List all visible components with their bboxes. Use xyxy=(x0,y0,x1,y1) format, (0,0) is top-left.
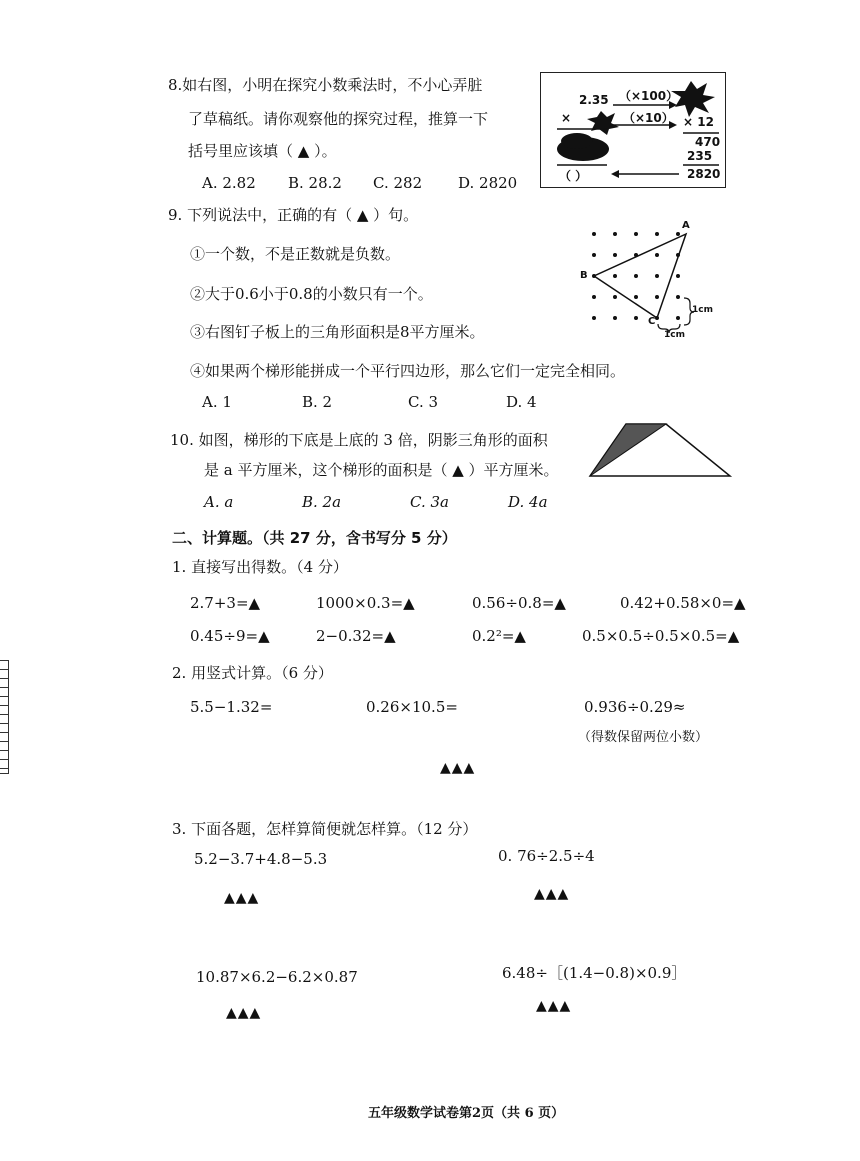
vertex-c: C xyxy=(648,316,656,327)
p2-item3: 0.936÷0.29≈ xyxy=(584,698,686,716)
pegboard-triangle xyxy=(594,234,686,318)
p3-answer-4: ▲▲▲ xyxy=(536,998,572,1014)
q8-option-d: D. 2820 xyxy=(458,174,518,192)
q8-result-235: 235 xyxy=(687,149,713,163)
unit-label-vertical: 1cm xyxy=(692,305,713,315)
p1-row2-item4: 0.5×0.5÷0.5×0.5=▲ xyxy=(582,627,740,645)
q8-result-2820: 2820 xyxy=(687,167,721,181)
q8-result-470: 470 xyxy=(695,135,721,149)
p3-item1: 5.2−3.7+4.8−5.3 xyxy=(194,850,328,868)
p3-item3: 10.87×6.2−6.2×0.87 xyxy=(196,968,358,986)
q8-line3: 括号里应该填（ ▲ ）。 xyxy=(188,142,337,160)
p3-answer-2: ▲▲▲ xyxy=(534,886,570,902)
p3-item4: 6.48÷［(1.4−0.8)×0.9］ xyxy=(502,964,687,982)
p1-row1-item1: 2.7+3=▲ xyxy=(190,594,261,612)
unit-label-horizontal: 1cm xyxy=(664,330,685,340)
q10-option-c: C. 3a xyxy=(410,493,449,511)
q10-line1: 10. 如图，梯形的下底是上底的 3 倍，阴影三角形的面积 xyxy=(170,431,548,449)
q10-option-d: D. 4a xyxy=(508,493,548,511)
p1-row2-item2: 2−0.32=▲ xyxy=(316,627,396,645)
p1-row2-item1: 0.45÷9=▲ xyxy=(190,627,270,645)
q9-statement-2: ②大于0.6小于0.8的小数只有一个。 xyxy=(190,285,433,303)
q8-option-b: B. 28.2 xyxy=(288,174,342,192)
p1-row2-item3: 0.2²=▲ xyxy=(472,627,526,645)
q8-figure xyxy=(540,72,726,188)
page-footer: 五年级数学试卷第2页（共 6 页） xyxy=(368,1106,565,1121)
q8-label-x100: （×100） xyxy=(619,89,679,103)
q8-line1: 8.如右图，小明在探究小数乘法时，不小心弄脏 xyxy=(168,76,483,94)
p2-answer: ▲▲▲ xyxy=(440,760,476,776)
q8-line2: 了草稿纸。请你观察他的探究过程，推算一下 xyxy=(188,110,489,128)
p3-item2: 0. 76÷2.5÷4 xyxy=(498,847,595,865)
p1-title: 1. 直接写出得数。（4 分） xyxy=(172,558,348,576)
ink-splash-middle xyxy=(587,111,619,135)
p3-title: 3. 下面各题，怎样算简便就怎样算。（12 分） xyxy=(172,820,478,838)
shaded-triangle xyxy=(590,424,666,476)
p1-row1-item4: 0.42+0.58×0=▲ xyxy=(620,594,746,612)
q8-times-sign: × xyxy=(561,111,572,125)
q8-paren: （ ） xyxy=(559,169,588,183)
p1-row1-item2: 1000×0.3=▲ xyxy=(316,594,415,612)
q8-label-x10: （×10） xyxy=(623,111,674,125)
q8-top-number: 2.35 xyxy=(579,93,609,107)
section2-title: 二、计算题。（共 27 分，含书写分 5 分） xyxy=(172,529,457,547)
pegboard-dots xyxy=(592,232,680,320)
p2-note: （得数保留两位小数） xyxy=(578,730,709,745)
q10-line2: 是 a 平方厘米，这个梯形的面积是（ ▲ ）平方厘米。 xyxy=(204,461,559,479)
q9-statement-4: ④如果两个梯形能拼成一个平行四边形，那么它们一定完全相同。 xyxy=(190,362,626,380)
vertex-a: A xyxy=(682,220,690,231)
q8-option-a: A. 2.82 xyxy=(202,174,256,192)
p3-answer-3: ▲▲▲ xyxy=(226,1005,262,1021)
q9-option-b: B. 2 xyxy=(302,393,333,411)
margin-grid-artifact xyxy=(0,660,9,774)
p2-title: 2. 用竖式计算。（6 分） xyxy=(172,664,333,682)
q8-option-c: C. 282 xyxy=(373,174,423,192)
q10-option-a: A. a xyxy=(204,493,234,511)
p2-item2: 0.26×10.5= xyxy=(366,698,458,716)
q9-stem: 9. 下列说法中，正确的有（ ▲ ）句。 xyxy=(168,206,419,224)
q10-option-b: B. 2a xyxy=(302,493,342,511)
q8-mult-right: × 12 xyxy=(683,115,714,129)
q9-option-a: A. 1 xyxy=(202,393,232,411)
q9-option-c: C. 3 xyxy=(408,393,439,411)
q10-trapezoid-figure xyxy=(588,420,734,480)
p3-answer-1: ▲▲▲ xyxy=(224,890,260,906)
q9-statement-1: ①一个数，不是正数就是负数。 xyxy=(190,245,401,263)
q9-option-d: D. 4 xyxy=(506,393,537,411)
q9-statement-3: ③右图钉子板上的三角形面积是8平方厘米。 xyxy=(190,323,485,341)
p1-row1-item3: 0.56÷0.8=▲ xyxy=(472,594,566,612)
vertex-b: B xyxy=(580,270,588,281)
p2-item1: 5.5−1.32= xyxy=(190,698,273,716)
